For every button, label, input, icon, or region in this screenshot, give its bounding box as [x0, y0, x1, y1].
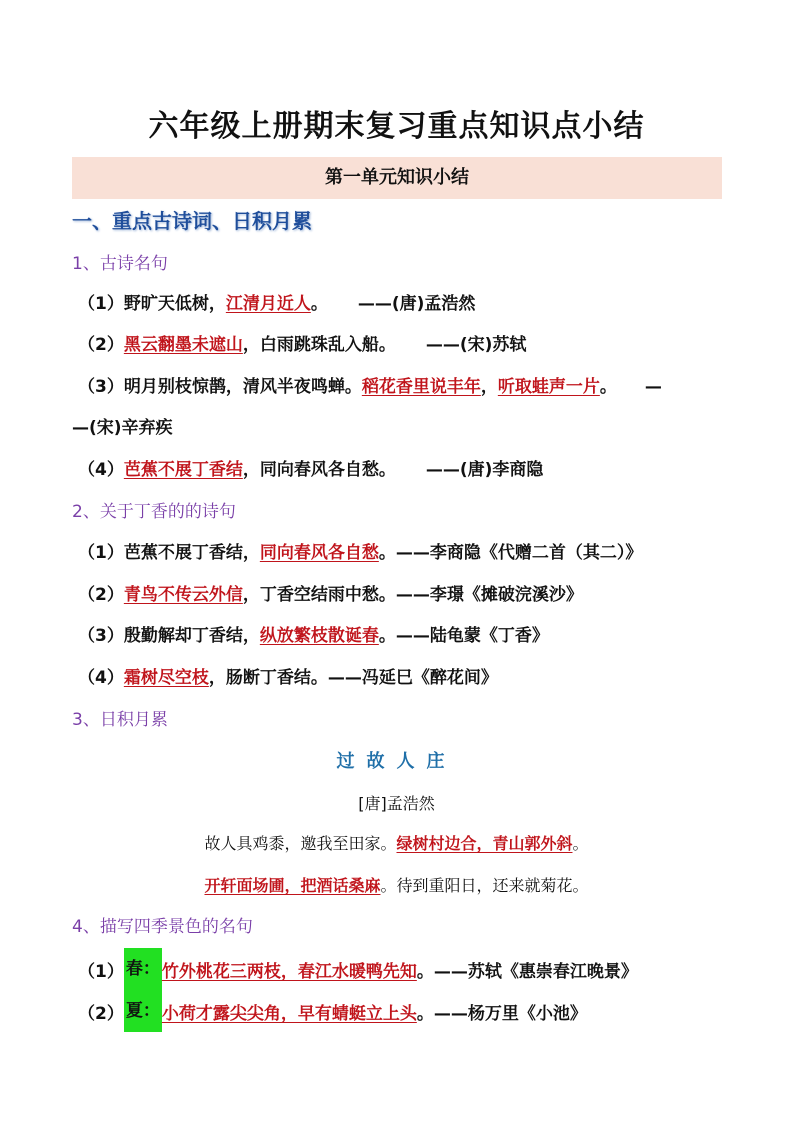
- key-phrase: 听取蛙声一片: [497, 377, 600, 397]
- line-text: 。: [310, 294, 328, 314]
- page-title: 六年级上册期末复习重点知识点小结: [148, 109, 645, 144]
- poem-line-1-1: [78, 289, 475, 319]
- item-number: （2）: [78, 1004, 124, 1024]
- key-phrase: 开轩面场圃，把酒话桑麻: [204, 876, 381, 895]
- line-text: 故人具鸡黍，邀我至田家。: [204, 834, 397, 853]
- line-text: 。: [599, 377, 617, 397]
- poem-line-2-4: [78, 663, 498, 693]
- season-line-summer: [78, 996, 587, 1032]
- subheading-season-lines: 4、描写四季景色的名句: [72, 917, 253, 937]
- line-text: 。——杨万里《小池》: [416, 1004, 587, 1024]
- line-text: 。: [572, 834, 589, 853]
- line-text: 。待到重阳日，还来就菊花。: [380, 876, 589, 895]
- item-number: （4）: [78, 460, 124, 480]
- line-text: 芭蕉不展丁香结，: [123, 543, 260, 563]
- line-text: 明月别枝惊鹊，清风半夜鸣蝉。: [123, 377, 362, 397]
- key-phrase: 同向春风各自愁: [259, 543, 379, 563]
- key-phrase: 竹外桃花三两枝，春江水暖鸭先知: [161, 962, 417, 982]
- key-phrase: 稻花香里说丰年: [361, 377, 481, 397]
- key-phrase: 绿树村边合，青山郭外斜: [396, 834, 573, 853]
- attribution: ——(唐)李商隐: [425, 460, 544, 480]
- line-text: ，白雨跳珠乱入船。: [242, 335, 396, 355]
- line-text: 。——陆龟蒙《丁香》: [378, 626, 549, 646]
- key-phrase: 小荷才露尖尖角，早有蜻蜓立上头: [161, 1004, 417, 1024]
- poem-line-1-4: [78, 455, 543, 485]
- line-text: 。——苏轼《惠崇春江晚景》: [416, 962, 638, 982]
- line-text: 殷勤解却丁香结，: [123, 626, 260, 646]
- key-phrase: 青鸟不传云外信: [123, 585, 243, 605]
- season-tag: 春：: [124, 948, 162, 990]
- section-heading: 一、重点古诗词、日积月累: [72, 209, 312, 233]
- line-text: ，同向春风各自愁。: [242, 460, 396, 480]
- attribution: —: [644, 377, 662, 397]
- key-phrase: 芭蕉不展丁香结: [123, 460, 243, 480]
- line-text: 野旷天低树，: [123, 294, 226, 314]
- key-phrase: 江清月近人: [225, 294, 311, 314]
- item-number: （3）: [78, 626, 124, 646]
- item-number: （1）: [78, 543, 124, 563]
- attribution: ——(唐)孟浩然: [357, 294, 476, 314]
- item-number: （2）: [78, 585, 124, 605]
- subheading-daily-accumulation: 3、日积月累: [72, 710, 168, 730]
- item-number: （2）: [78, 335, 124, 355]
- poem-line-1-3: [78, 372, 662, 402]
- poem-line-2-2: [78, 580, 583, 610]
- unit-banner: 第一单元知识小结: [72, 157, 722, 199]
- line-text: ，丁香空结雨中愁。——李璟《摊破浣溪沙》: [242, 585, 583, 605]
- poem-line-2-1: [78, 538, 642, 568]
- item-number: （1）: [78, 962, 124, 982]
- key-phrase: 纵放繁枝散诞春: [259, 626, 379, 646]
- item-number: （4）: [78, 668, 124, 688]
- subheading-lilac-poems: 2、关于丁香的的诗句: [72, 502, 236, 522]
- line-text: 。——李商隐《代赠二首（其二）》: [378, 543, 643, 563]
- line-text: ，肠断丁香结。——冯延巳《醉花间》: [208, 668, 498, 688]
- poem-body-line-1: [0, 829, 793, 859]
- key-phrase: 霜树尽空枝: [123, 668, 209, 688]
- poem-author: [唐]孟浩然: [358, 794, 435, 813]
- key-phrase: 黑云翻墨未遮山: [123, 335, 243, 355]
- season-line-spring: [78, 954, 638, 990]
- season-tag: 夏：: [124, 990, 162, 1032]
- item-number: （3）: [78, 377, 124, 397]
- subheading-famous-lines: 1、古诗名句: [72, 254, 168, 274]
- item-number: （1）: [78, 294, 124, 314]
- poem-line-1-3-cont: —(宋)辛弃疾: [72, 418, 173, 438]
- attribution: ——(宋)苏轼: [425, 335, 527, 355]
- poem-line-2-3: [78, 621, 549, 651]
- line-text: ，: [480, 377, 498, 397]
- poem-line-1-2: [78, 330, 526, 360]
- poem-body-line-2: [0, 871, 793, 901]
- poem-title: 过故人庄: [336, 751, 457, 772]
